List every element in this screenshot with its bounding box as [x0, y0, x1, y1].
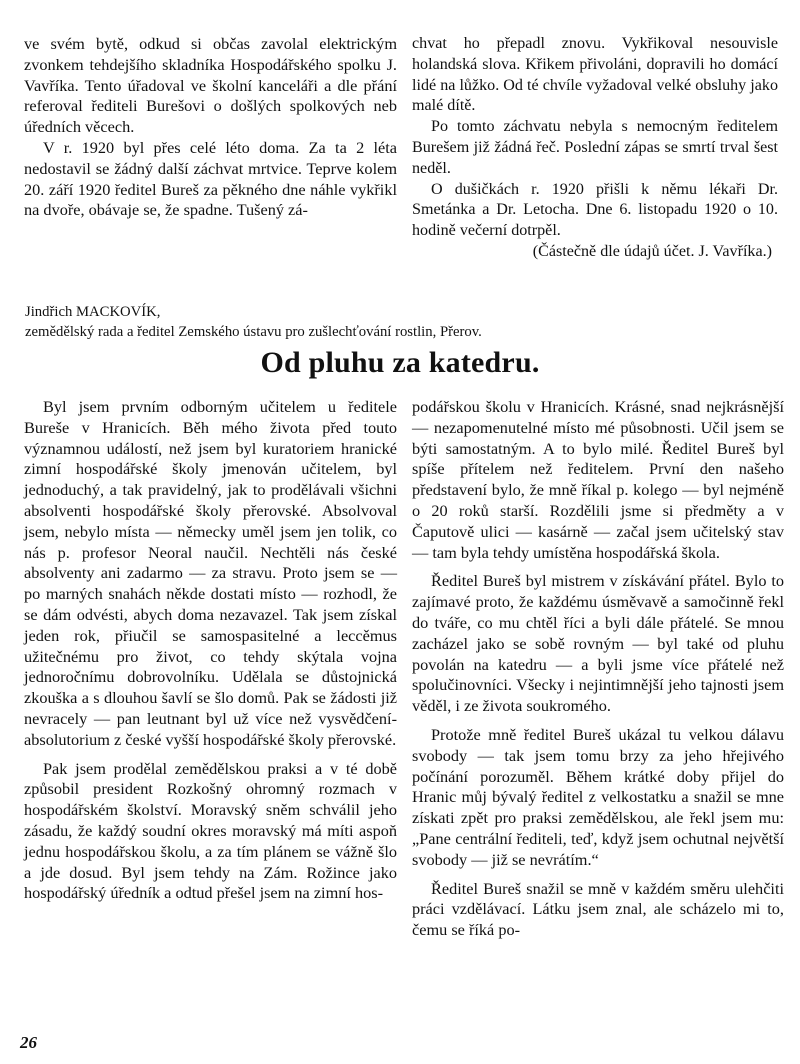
- paragraph: Protože mně ředitel Bureš ukázal tu velkou dálavu svobody — tak jsem tomu brzy za jeho hřejivého počínání porozuměl. Během krátké doby přijel do Hranic můj bývalý ředitel z velkostatku a snažil se mne získati zpět pro praksi zemědělskou, ale řekl jsem mu: „Pane centrální řediteli, teď, když jsem ochutnal největší svobody — již se nevrátím.“: [412, 724, 784, 869]
- author-name: Jindřich MACKOVÍK,: [25, 304, 161, 320]
- paragraph: Po tomto záchvatu nebyla s nemocným ředitelem Burešem již žádná řeč. Poslední zápas se smrtí trval šest neděl.: [412, 118, 778, 177]
- top-left-column: [24, 34, 397, 221]
- source-credit: (Částečně dle údajů účet. J. Vavříka.): [532, 242, 772, 260]
- paragraph: chvat ho přepadl znovu. Vykřikoval nesouvisle holandská slova. Křikem přivoláni, dopravili ho domácí lidé na lůžko. Od té chvíle vyžadoval velké obsluhy jako malé dítě.: [412, 35, 778, 115]
- paragraph: Ředitel Bureš snažil se mně v každém směru ulehčiti práci vzdělávací. Látku jsem znal, ale scházelo mi to, čemu se říká po-: [412, 878, 784, 940]
- article-title: Od pluhu za katedru.: [260, 346, 540, 379]
- author-role: zemědělský rada a ředitel Zemského ústavu pro zušlechťování rostlin, Přerov.: [25, 324, 482, 340]
- paragraph: Byl jsem prvním odborným učitelem u ředitele Bureše v Hranicích. Běh mého života před touto významnou událostí, než jsem byl kuratoriem hranické zimní hospodářské školy jmenován učitelem, byl jednoduchý, a tak pravidelný, jak to prodělávali všichni absolventi hospodářské školy přerovské. Absolvoval jsem, nebylo místa — německy uměl jsem jen tolik, co nás p. profesor Neoral naučil. Nechtěli nás české absolventy ani zadarmo — za stravu. Proto jsem se — po marných snahách někde dostati místo — rozhodl, že se dám odvésti, abych doma nezavazel. Tak jsem získal jeden rok, přiučil se samospasitelné a leccěmus užitečnému pro život, co tehdy skýtala vojna jednoročnímu dobrovolníku. Udělala se důstojnická zkouška a s dlouhou šavlí se šlo domů. Pak se žádosti již nevracely — pan leutnant byl už více než vysvědčení-absolutorium z české vyšší hospodářské školy přerovské.: [24, 397, 397, 749]
- paragraph: podářskou školu v Hranicích. Krásné, snad nejkrásnější — nezapomenutelné místo mé působnosti. Učil jsem se býti samostatným. A to bylo milé. Ředitel Bureš byl spíše přítelem než ředitelem. První den našeho představení bylo, že mně říkal p. kolego — byl nejméně o 20 roků starší. Rozdělili jsme si předměty a v Čaputově ulici — kasárně — začal jsem učitelský stav — tam byla tehdy umístěna hospodářská škola.: [412, 397, 784, 562]
- author-byline: [25, 302, 785, 342]
- paragraph: Ředitel Bureš byl mistrem v získávání přátel. Bylo to zajímavé proto, že každému úsměvavě a samočinně řekl do tváře, co mu chtěl říci a byli dále přátelé. Se mnou zacházel jako se sobě rovným — byl také od pluhu povolán na katedru — a byli jsme více přátelé než spolučinovníci. Všecky i nejintimnější jeho tajnosti jsem věděl, i ze života soukromého.: [412, 571, 784, 716]
- main-right-column: [412, 397, 784, 941]
- top-right-column: [412, 34, 778, 263]
- main-left-column: [24, 397, 397, 904]
- paragraph: ve svém bytě, odkud si občas zavolal elektrickým zvonkem tehdejšího skladníka Hospodářského spolku J. Vavříka. Tento úřadoval ve školní kanceláři a dle přání referoval řediteli Burešovi o došlých spolkových neb úředních věcech.: [24, 34, 397, 137]
- paragraph: Pak jsem prodělal zemědělskou praksi a v té době způsobil president Rozkošný ohromný rozmach v hospodářském školství. Moravský sněm schválil jeho zásadu, že každý soudní okres moravský má míti aspoň jednu hospodářskou školu, a za tím plánem se vážně šlo a jde dosud. Byl jsem tehdy na Zám. Rožince jako hospodářský úředník a odtud přešel jsem na zimní hos-: [24, 758, 397, 903]
- page-number: 26: [20, 1033, 37, 1052]
- paragraph: O dušičkách r. 1920 přišli k němu lékaři Dr. Smetánka a Dr. Letocha. Dne 6. listopadu 1920 o 10. hodině večerní dotrpěl.: [412, 180, 778, 240]
- paragraph: V r. 1920 byl přes celé léto doma. Za ta 2 léta nedostavil se žádný další záchvat mrtvice. Teprve kolem 20. září 1920 ředitel Bureš za pěkného dne náhle vykřikl na dvoře, obávaje se, že spadne. Tušený zá-: [24, 137, 397, 220]
